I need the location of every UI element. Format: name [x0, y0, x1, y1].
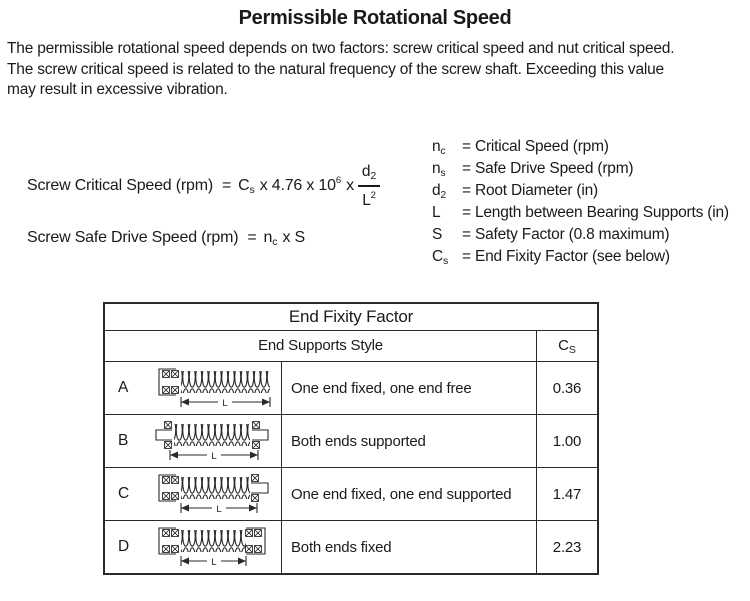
intro-line: may result in excessive vibration.: [7, 81, 228, 98]
row-description: Both ends supported: [282, 415, 537, 467]
times-sign: x: [346, 177, 354, 194]
dimension-label: L: [211, 557, 217, 568]
table-row: [105, 414, 597, 467]
row-letter: B: [118, 432, 129, 449]
fraction: [358, 163, 380, 209]
table-title: End Fixity Factor: [288, 307, 414, 326]
definition-text: = Safe Drive Speed (rpm): [462, 160, 634, 177]
coefficient-symbol: C: [238, 177, 250, 194]
fraction-numerator: $d_2$: [361, 163, 377, 183]
row-cs-value: 2.23: [552, 538, 582, 556]
table-row: [105, 361, 597, 414]
support-bracket: [252, 430, 268, 440]
definition-text: = Safety Factor (0.8 maximum): [462, 226, 670, 243]
dimension-line: [181, 555, 246, 568]
definition-text: = Root Diameter (in): [462, 182, 598, 199]
support-bracket: [251, 483, 268, 493]
bearing-icon: [165, 442, 172, 449]
formula-screw-safe-drive-speed: [27, 227, 305, 253]
bearing-icon: [163, 546, 170, 553]
dimension-line: [181, 396, 270, 409]
bearing-icon: [255, 530, 262, 537]
table-row: [105, 467, 597, 520]
definition-text: = Critical Speed (rpm): [462, 138, 609, 155]
row-letter: D: [118, 538, 129, 555]
dimension-line: [170, 449, 258, 462]
screw-coil: [181, 371, 270, 393]
bearing-icon: [253, 442, 260, 449]
bearing-icon: [253, 422, 260, 429]
symbol-definitions: [432, 136, 729, 268]
table-row: [105, 520, 597, 573]
equals-sign: =: [221, 177, 232, 194]
equals-sign: =: [247, 229, 257, 246]
diagram-one-end-fixed-one-end-free: [150, 366, 274, 410]
definition-text: = End Fixity Factor (see below): [462, 248, 670, 265]
formula-screw-critical-speed: [27, 156, 380, 215]
bearing-icon: [255, 546, 262, 553]
screw-coil: [181, 477, 250, 499]
row-cs-value: 1.47: [552, 485, 582, 503]
screw-coil: [174, 424, 250, 446]
intro-paragraph: [7, 39, 674, 101]
coefficient-subscript: s: [249, 184, 255, 196]
bearing-icon: [172, 387, 179, 394]
definition-L: L = Length between Bearing Supports (in): [432, 202, 729, 224]
bearing-icon: [163, 387, 170, 394]
definition-Cs: $C_s$ = End Fixity Factor (see below): [432, 248, 670, 267]
bearing-icon: [163, 493, 170, 500]
diagram-both-ends-supported: [150, 419, 274, 463]
definition-nc: $n_c$ = Critical Speed (rpm): [432, 138, 609, 157]
row-cs-value: 1.00: [552, 432, 582, 450]
intro-line: The screw critical speed is related to the natural frequency of the screw shaft. Exceeding this value: [7, 60, 664, 78]
diagram-both-ends-fixed: [150, 525, 274, 569]
bearing-icon: [163, 371, 170, 378]
row-description: One end fixed, one end supported: [282, 468, 537, 520]
definition-text: = Length between Bearing Supports (in): [462, 204, 729, 221]
bearing-icon: [165, 422, 172, 429]
bearing-icon: [252, 475, 259, 482]
exponent: 6: [335, 175, 342, 186]
bearing-icon: [252, 495, 259, 502]
row-letter: C: [118, 485, 129, 502]
dimension-label: L: [222, 398, 228, 409]
dimension-line: [181, 502, 257, 515]
bearing-icon: [172, 546, 179, 553]
formula-label: Screw Safe Drive Speed (rpm): [27, 229, 239, 246]
bearing-icon: [246, 546, 253, 553]
diagram-one-end-fixed-one-end-supported: [150, 472, 274, 516]
times-term: x S: [282, 229, 306, 246]
screw-coil: [181, 530, 246, 552]
bearing-icon: [172, 477, 179, 484]
row-description: Both ends fixed: [282, 521, 537, 573]
multiplier-term: x 4.76 x 10: [259, 177, 336, 194]
page-title: Permissible Rotational Speed: [238, 7, 512, 29]
symbol: n: [263, 229, 273, 246]
end-fixity-factor-table: [103, 302, 599, 575]
col-header-end-supports-style: End Supports Style: [105, 331, 537, 361]
row-cs-value: 0.36: [552, 379, 582, 397]
definition-ns: $n_s$ = Safe Drive Speed (rpm): [432, 160, 634, 179]
bearing-icon: [172, 530, 179, 537]
row-description: One end fixed, one end free: [282, 362, 537, 414]
bearing-icon: [163, 530, 170, 537]
bearing-icon: [246, 530, 253, 537]
row-letter: A: [118, 379, 129, 396]
bearing-icon: [172, 371, 179, 378]
definition-S: S = Safety Factor (0.8 maximum): [432, 224, 729, 246]
symbol-subscript: c: [272, 236, 278, 248]
dimension-label: L: [211, 451, 217, 462]
intro-line: The permissible rotational speed depends on two factors: screw critical speed and nut critical speed.: [7, 40, 675, 57]
bearing-icon: [172, 493, 179, 500]
dimension-label: L: [216, 504, 222, 515]
bearing-icon: [163, 477, 170, 484]
formula-label: Screw Critical Speed (rpm): [27, 177, 213, 194]
definition-d2: $d_2$ = Root Diameter (in): [432, 182, 598, 201]
fraction-denominator: $L^2$: [362, 189, 376, 209]
support-bracket: [156, 430, 172, 440]
table-header-row: [105, 330, 597, 361]
col-header-cs: $C_S$: [558, 337, 576, 356]
